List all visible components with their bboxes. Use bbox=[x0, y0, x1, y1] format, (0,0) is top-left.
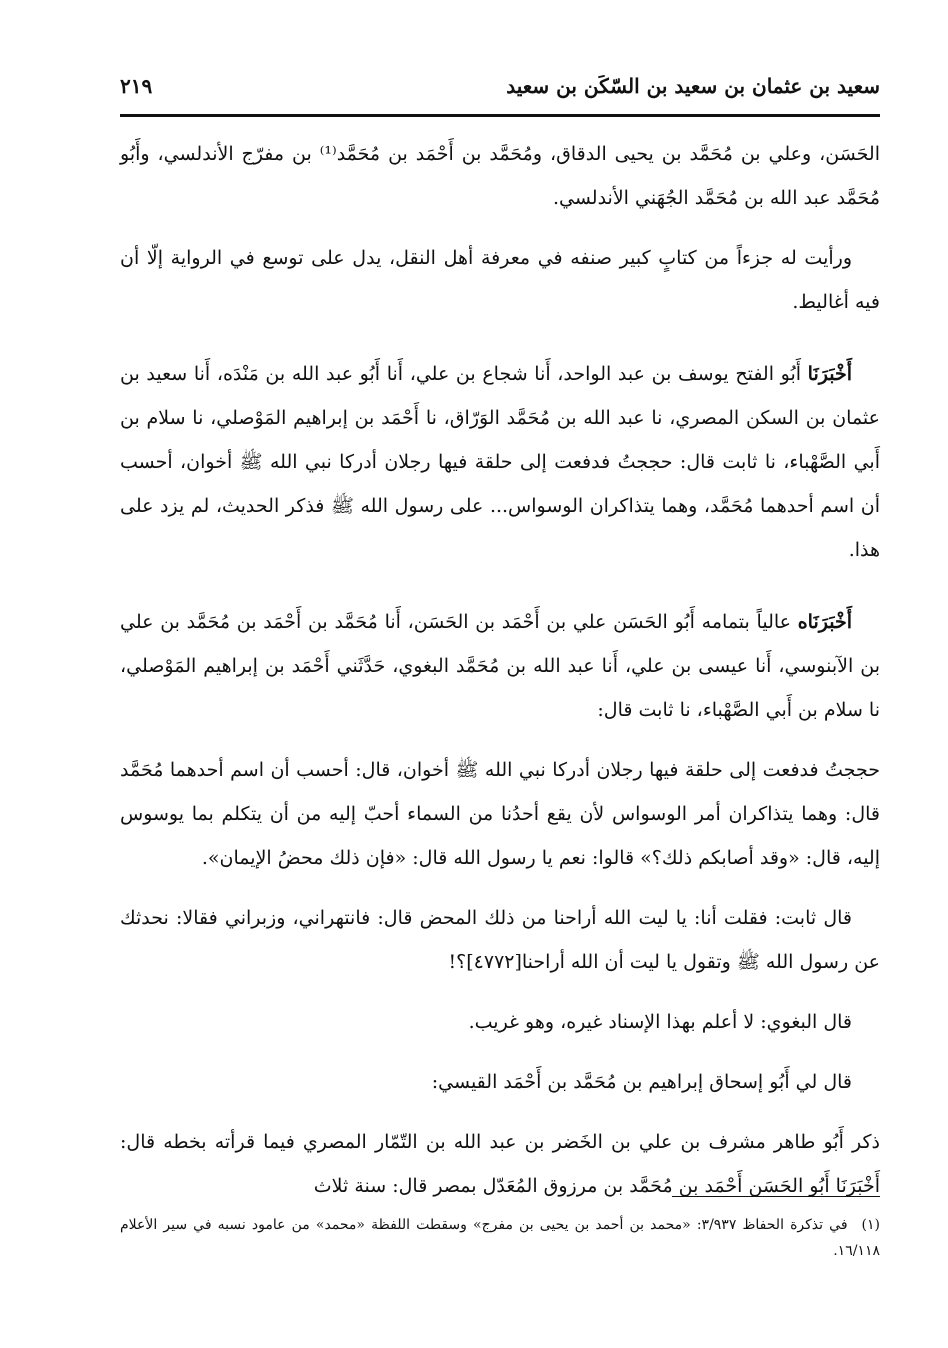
paragraph-text: أَبُو الفتح يوسف بن عبد الواحد، أَنا شجاع بن علي، أَنا أَبُو عبد الله بن مَنْدَه، أَنا سعيد بن عثمان بن السكن المصري، نا عبد الله بن مُحَمَّد الوَرّاق، نا أَحْمَد بن إبراهيم المَوْصلي، نا سلام بن أَبي الصَّهْباء، نا ثابت قال: حججتُ فدفعت إلى حلقة فيها رجلان أدركا نبي الله ﷺ أخوان، أحسب أن اسم أحدهما مُحَمَّد، وهما يتذاكران الوسواس... على رسول الله ﷺ فذكر الحديث، لم يزد على هذا. bbox=[120, 363, 880, 561]
paragraph-text: قال البغوي: لا أعلم بهذا الإسناد غيره، وهو غريب. bbox=[468, 1011, 852, 1033]
paragraph-text: قال لي أَبُو إسحاق إبراهيم بن مُحَمَّد بن أَحْمَد القيسي: bbox=[431, 1071, 852, 1093]
footnote bbox=[120, 1212, 880, 1264]
paragraph-6 bbox=[120, 896, 880, 984]
main-text bbox=[120, 132, 880, 1224]
paragraph-text: عالياً بتمامه أَبُو الحَسَن علي بن أَحْمَد بن الحَسَن، أَنا مُحَمَّد بن أَحْمَد بن مُحَمَّد بن علي بن الآبنوسي، أَنا عيسى بن علي، أَنا عبد الله بن مُحَمَّد البغوي، حَدَّثَني أَحْمَد بن إبراهيم المَوْصلي، نا سلام بن أَبي الصَّهْباء، نا ثابت قال: bbox=[120, 611, 880, 721]
paragraph-1 bbox=[120, 132, 880, 220]
isnad-keyword: أَخْبَرَنَاه bbox=[797, 611, 852, 633]
footnote-text: في تذكرة الحفاظ ٣/٩٣٧: «محمد بن أحمد بن يحيى بن مفرج» وسقطت اللفظة «محمد» من عامود نسبه في سير الأعلام ١٦/١١٨. bbox=[120, 1217, 880, 1259]
running-title: سعيد بن عثمان بن سعيد بن السّكَن بن سعيد bbox=[506, 74, 880, 98]
paragraph-2 bbox=[120, 236, 880, 324]
hadith-text: حججتُ فدفعت إلى حلقة فيها رجلان أدركا نبي الله ﷺ أخوان، قال: أحسب أن اسم أحدهما مُحَمَّد قال: وهما يتذاكران أمر الوسواس لأن يقع أحدُنا من السماء أحبّ إليه من أن يتكلم بما يوسوس إليه، قال: «وقد أصابكم ذلك؟» قالوا: نعم يا رسول الله قال: «فإن ذلك محضُ الإيمان». bbox=[120, 759, 880, 869]
header-rule bbox=[120, 114, 880, 117]
paragraph-8 bbox=[120, 1060, 880, 1104]
footnote-rule bbox=[672, 1196, 880, 1197]
paragraph-3 bbox=[120, 352, 880, 572]
page-number: ٢١٩ bbox=[120, 74, 153, 98]
paragraph-7 bbox=[120, 1000, 880, 1044]
paragraph-5 bbox=[120, 748, 880, 880]
paragraph-text: ذكر أَبُو طاهر مشرف بن علي بن الخَضر بن عبد الله بن التّمّار المصري فيما قرأته بخطه قال: أَخْبَرَنَا أَبُو الحَسَن أَحْمَد بن مُحَمَّد بن مرزوق المُعَدّل بمصر قال: سنة ثلاث bbox=[120, 1131, 880, 1197]
paragraph-4 bbox=[120, 600, 880, 732]
paragraph-text: ورأيت له جزءاً من كتابٍ كبير صنفه في معرفة أهل النقل، يدل على توسع في الرواية إلّا أن فيه أغاليط. bbox=[120, 247, 880, 313]
paragraph-text: الحَسَن، وعلي بن مُحَمَّد بن يحيى الدقاق، ومُحَمَّد بن أَحْمَد بن مُحَمَّد⁽¹⁾ بن مفرّج الأندلسي، وأَبُو مُحَمَّد عبد الله بن مُحَمَّد الجُهَني الأندلسي. bbox=[120, 143, 880, 209]
paragraph-9 bbox=[120, 1120, 880, 1208]
page-header bbox=[120, 70, 880, 114]
paragraph-text: قال ثابت: فقلت أنا: يا ليت الله أراحنا من ذلك المحض قال: فانتهراني، وزبراني فقالا: نحدثك عن رسول الله ﷺ وتقول يا ليت أن الله أراحنا[٤٧٧٢]؟! bbox=[120, 907, 880, 973]
footnote-marker: (١) bbox=[861, 1217, 880, 1233]
isnad-keyword: أَخْبَرَنَا bbox=[807, 363, 852, 385]
